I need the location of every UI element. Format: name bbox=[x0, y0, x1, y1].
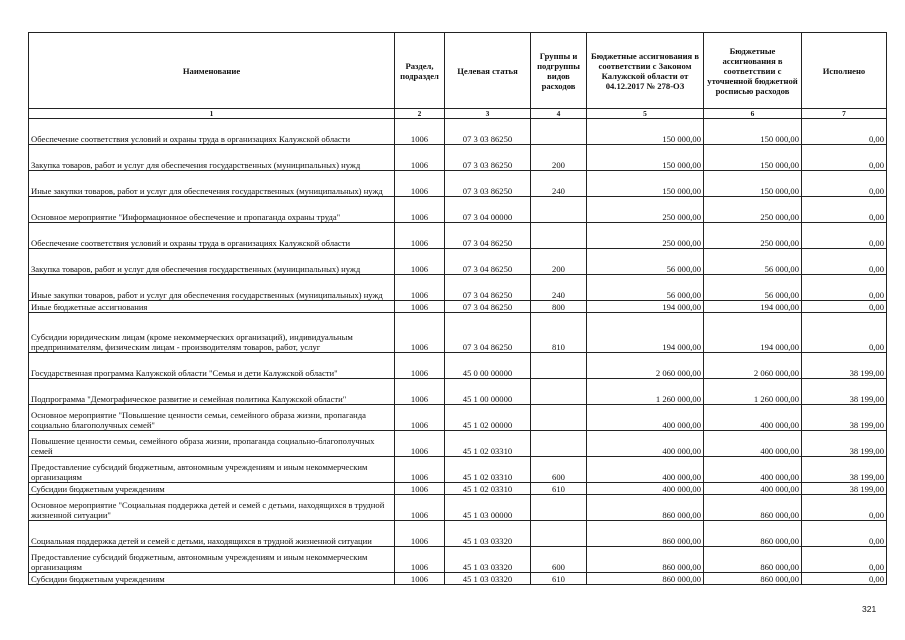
row-name: Субсидии юридическим лицам (кроме некоммерческих организаций), индивидуальным предпринимателям, физическим лицам - производителям товаров, работ, услуг bbox=[29, 313, 395, 353]
row-group: 610 bbox=[531, 573, 587, 585]
row-law-allocation: 194 000,00 bbox=[587, 313, 704, 353]
row-section: 1006 bbox=[395, 547, 445, 573]
row-executed: 38 199,00 bbox=[802, 431, 887, 457]
header-name: Наименование bbox=[29, 33, 395, 109]
table-row bbox=[29, 171, 887, 197]
row-target: 45 1 02 03310 bbox=[445, 483, 531, 495]
row-section: 1006 bbox=[395, 483, 445, 495]
row-group bbox=[531, 197, 587, 223]
row-law-allocation: 860 000,00 bbox=[587, 521, 704, 547]
row-section: 1006 bbox=[395, 171, 445, 197]
row-target: 07 3 04 86250 bbox=[445, 313, 531, 353]
table-row bbox=[29, 119, 887, 145]
row-name: Закупка товаров, работ и услуг для обеспечения государственных (муниципальных) нужд bbox=[29, 145, 395, 171]
row-target: 07 3 03 86250 bbox=[445, 145, 531, 171]
row-section: 1006 bbox=[395, 431, 445, 457]
row-group: 200 bbox=[531, 145, 587, 171]
row-executed: 38 199,00 bbox=[802, 353, 887, 379]
table-row bbox=[29, 405, 887, 431]
row-revised-allocation: 2 060 000,00 bbox=[704, 353, 802, 379]
row-law-allocation: 860 000,00 bbox=[587, 547, 704, 573]
row-executed: 0,00 bbox=[802, 301, 887, 313]
row-target: 07 3 04 00000 bbox=[445, 197, 531, 223]
row-law-allocation: 400 000,00 bbox=[587, 405, 704, 431]
row-executed: 38 199,00 bbox=[802, 457, 887, 483]
row-law-allocation: 56 000,00 bbox=[587, 275, 704, 301]
table-row bbox=[29, 495, 887, 521]
row-law-allocation: 250 000,00 bbox=[587, 223, 704, 249]
row-revised-allocation: 56 000,00 bbox=[704, 249, 802, 275]
row-section: 1006 bbox=[395, 301, 445, 313]
row-executed: 0,00 bbox=[802, 197, 887, 223]
row-law-allocation: 400 000,00 bbox=[587, 431, 704, 457]
row-group: 200 bbox=[531, 249, 587, 275]
row-target: 07 3 03 86250 bbox=[445, 119, 531, 145]
row-law-allocation: 194 000,00 bbox=[587, 301, 704, 313]
row-name: Обеспечение соответствия условий и охраны труда в организациях Калужской области bbox=[29, 119, 395, 145]
row-revised-allocation: 860 000,00 bbox=[704, 547, 802, 573]
table-row bbox=[29, 547, 887, 573]
row-name: Государственная программа Калужской области "Семья и дети Калужской области" bbox=[29, 353, 395, 379]
row-name: Основное мероприятие "Социальная поддержка детей и семей с детьми, находящихся в трудной жизненной ситуации" bbox=[29, 495, 395, 521]
table-row bbox=[29, 249, 887, 275]
row-section: 1006 bbox=[395, 405, 445, 431]
table-body bbox=[29, 119, 887, 585]
header-target: Целевая статья bbox=[445, 33, 531, 109]
row-executed: 0,00 bbox=[802, 573, 887, 585]
row-revised-allocation: 194 000,00 bbox=[704, 313, 802, 353]
row-executed: 0,00 bbox=[802, 275, 887, 301]
row-group bbox=[531, 495, 587, 521]
row-target: 45 0 00 00000 bbox=[445, 353, 531, 379]
row-group bbox=[531, 431, 587, 457]
row-group bbox=[531, 119, 587, 145]
row-group bbox=[531, 379, 587, 405]
row-target: 45 1 00 00000 bbox=[445, 379, 531, 405]
row-section: 1006 bbox=[395, 249, 445, 275]
row-name: Иные закупки товаров, работ и услуг для обеспечения государственных (муниципальных) нужд bbox=[29, 171, 395, 197]
row-section: 1006 bbox=[395, 521, 445, 547]
row-section: 1006 bbox=[395, 573, 445, 585]
column-number: 1 bbox=[29, 109, 395, 119]
row-target: 07 3 04 86250 bbox=[445, 249, 531, 275]
row-section: 1006 bbox=[395, 379, 445, 405]
table-row bbox=[29, 313, 887, 353]
row-executed: 0,00 bbox=[802, 145, 887, 171]
row-name: Обеспечение соответствия условий и охраны труда в организациях Калужской области bbox=[29, 223, 395, 249]
row-group: 240 bbox=[531, 275, 587, 301]
row-section: 1006 bbox=[395, 145, 445, 171]
column-number: 4 bbox=[531, 109, 587, 119]
row-name: Социальная поддержка детей и семей с детьми, находящихся в трудной жизненной ситуации bbox=[29, 521, 395, 547]
row-target: 45 1 03 03320 bbox=[445, 547, 531, 573]
header-row bbox=[29, 33, 887, 109]
row-section: 1006 bbox=[395, 119, 445, 145]
row-revised-allocation: 400 000,00 bbox=[704, 483, 802, 495]
row-group bbox=[531, 521, 587, 547]
row-revised-allocation: 860 000,00 bbox=[704, 521, 802, 547]
row-name: Субсидии бюджетным учреждениям bbox=[29, 573, 395, 585]
row-revised-allocation: 1 260 000,00 bbox=[704, 379, 802, 405]
table-row bbox=[29, 301, 887, 313]
row-executed: 38 199,00 bbox=[802, 379, 887, 405]
row-group: 800 bbox=[531, 301, 587, 313]
row-executed: 0,00 bbox=[802, 521, 887, 547]
row-section: 1006 bbox=[395, 495, 445, 521]
row-revised-allocation: 194 000,00 bbox=[704, 301, 802, 313]
row-group: 610 bbox=[531, 483, 587, 495]
row-section: 1006 bbox=[395, 313, 445, 353]
row-executed: 0,00 bbox=[802, 547, 887, 573]
row-revised-allocation: 150 000,00 bbox=[704, 171, 802, 197]
column-number: 7 bbox=[802, 109, 887, 119]
row-name: Иные бюджетные ассигнования bbox=[29, 301, 395, 313]
row-name: Основное мероприятие "Повышение ценности семьи, семейного образа жизни, пропаганда социально благополучных семей" bbox=[29, 405, 395, 431]
row-name: Субсидии бюджетным учреждениям bbox=[29, 483, 395, 495]
row-group: 600 bbox=[531, 547, 587, 573]
row-name: Основное мероприятие "Информационное обеспечение и пропаганда охраны труда" bbox=[29, 197, 395, 223]
row-law-allocation: 150 000,00 bbox=[587, 119, 704, 145]
row-revised-allocation: 250 000,00 bbox=[704, 197, 802, 223]
row-law-allocation: 400 000,00 bbox=[587, 457, 704, 483]
row-law-allocation: 400 000,00 bbox=[587, 483, 704, 495]
row-executed: 0,00 bbox=[802, 171, 887, 197]
budget-table bbox=[28, 32, 887, 585]
row-name: Предоставление субсидий бюджетным, автономным учреждениям и иным некоммерческим организациям bbox=[29, 457, 395, 483]
row-group: 240 bbox=[531, 171, 587, 197]
table-row bbox=[29, 197, 887, 223]
table-row bbox=[29, 379, 887, 405]
table-row bbox=[29, 573, 887, 585]
header-executed: Исполнено bbox=[802, 33, 887, 109]
row-law-allocation: 150 000,00 bbox=[587, 171, 704, 197]
row-revised-allocation: 250 000,00 bbox=[704, 223, 802, 249]
column-number: 3 bbox=[445, 109, 531, 119]
table-row bbox=[29, 483, 887, 495]
row-executed: 0,00 bbox=[802, 313, 887, 353]
row-revised-allocation: 56 000,00 bbox=[704, 275, 802, 301]
row-target: 07 3 04 86250 bbox=[445, 275, 531, 301]
row-revised-allocation: 400 000,00 bbox=[704, 431, 802, 457]
row-law-allocation: 2 060 000,00 bbox=[587, 353, 704, 379]
column-number: 5 bbox=[587, 109, 704, 119]
row-executed: 0,00 bbox=[802, 249, 887, 275]
row-group: 810 bbox=[531, 313, 587, 353]
row-group bbox=[531, 353, 587, 379]
row-name: Предоставление субсидий бюджетным, автономным учреждениям и иным некоммерческим организациям bbox=[29, 547, 395, 573]
row-law-allocation: 860 000,00 bbox=[587, 495, 704, 521]
row-target: 07 3 04 86250 bbox=[445, 223, 531, 249]
row-revised-allocation: 860 000,00 bbox=[704, 573, 802, 585]
row-target: 07 3 03 86250 bbox=[445, 171, 531, 197]
table-row bbox=[29, 275, 887, 301]
row-section: 1006 bbox=[395, 223, 445, 249]
row-executed: 0,00 bbox=[802, 223, 887, 249]
row-section: 1006 bbox=[395, 275, 445, 301]
row-law-allocation: 250 000,00 bbox=[587, 197, 704, 223]
row-executed: 38 199,00 bbox=[802, 483, 887, 495]
table-row bbox=[29, 457, 887, 483]
row-name: Повышение ценности семьи, семейного образа жизни, пропаганда социально-благополучных семей bbox=[29, 431, 395, 457]
row-group bbox=[531, 223, 587, 249]
row-target: 45 1 02 03310 bbox=[445, 457, 531, 483]
header-law-allocation: Бюджетные ассигнования в соответствии с Законом Калужской области от 04.12.2017 № 278-ОЗ bbox=[587, 33, 704, 109]
row-executed: 0,00 bbox=[802, 119, 887, 145]
row-law-allocation: 860 000,00 bbox=[587, 573, 704, 585]
row-group: 600 bbox=[531, 457, 587, 483]
page-number: 321 bbox=[862, 604, 877, 614]
row-executed: 0,00 bbox=[802, 495, 887, 521]
table-row bbox=[29, 431, 887, 457]
column-number: 6 bbox=[704, 109, 802, 119]
row-target: 45 1 02 00000 bbox=[445, 405, 531, 431]
row-group bbox=[531, 405, 587, 431]
row-target: 45 1 03 03320 bbox=[445, 521, 531, 547]
row-law-allocation: 56 000,00 bbox=[587, 249, 704, 275]
row-name: Иные закупки товаров, работ и услуг для обеспечения государственных (муниципальных) нужд bbox=[29, 275, 395, 301]
row-target: 45 1 03 03320 bbox=[445, 573, 531, 585]
header-revised-allocation: Бюджетные ассигнования в соответствии с уточненной бюджетной росписью расходов bbox=[704, 33, 802, 109]
row-name: Закупка товаров, работ и услуг для обеспечения государственных (муниципальных) нужд bbox=[29, 249, 395, 275]
row-revised-allocation: 400 000,00 bbox=[704, 457, 802, 483]
row-revised-allocation: 150 000,00 bbox=[704, 119, 802, 145]
table-row bbox=[29, 223, 887, 249]
row-section: 1006 bbox=[395, 197, 445, 223]
row-target: 45 1 02 03310 bbox=[445, 431, 531, 457]
row-revised-allocation: 150 000,00 bbox=[704, 145, 802, 171]
row-executed: 38 199,00 bbox=[802, 405, 887, 431]
table-row bbox=[29, 353, 887, 379]
column-number: 2 bbox=[395, 109, 445, 119]
column-number-row bbox=[29, 109, 887, 119]
row-section: 1006 bbox=[395, 353, 445, 379]
header-groups: Группы и подгруппы видов расходов bbox=[531, 33, 587, 109]
row-section: 1006 bbox=[395, 457, 445, 483]
row-law-allocation: 1 260 000,00 bbox=[587, 379, 704, 405]
row-name: Подпрограмма "Демографическое развитие и семейная политика Калужской области" bbox=[29, 379, 395, 405]
row-revised-allocation: 860 000,00 bbox=[704, 495, 802, 521]
row-target: 45 1 03 00000 bbox=[445, 495, 531, 521]
header-section: Раздел, подраздел bbox=[395, 33, 445, 109]
row-law-allocation: 150 000,00 bbox=[587, 145, 704, 171]
table-row bbox=[29, 521, 887, 547]
row-revised-allocation: 400 000,00 bbox=[704, 405, 802, 431]
row-target: 07 3 04 86250 bbox=[445, 301, 531, 313]
table-row bbox=[29, 145, 887, 171]
